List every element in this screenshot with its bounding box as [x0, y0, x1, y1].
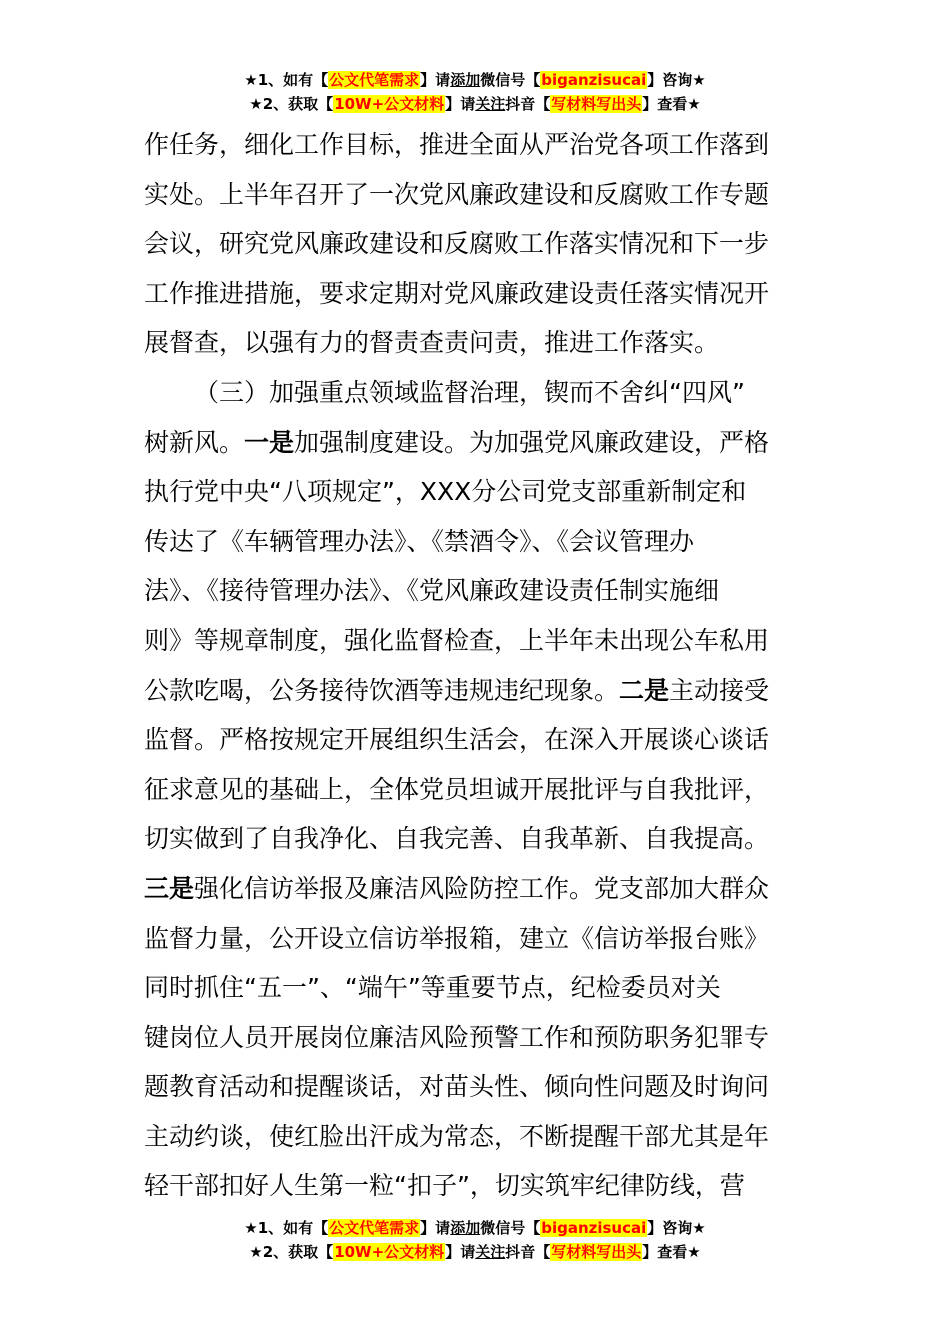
- footer-2-text-c: 抖音【: [505, 1243, 551, 1261]
- body-line: 工作推进措施，要求定期对党风廉政建设责任落实情况开: [144, 278, 770, 308]
- header-1-underline: 添加: [450, 71, 481, 89]
- header-2-highlight-a: 10W+公文材料: [334, 95, 445, 113]
- header-2-text-a: ★2、获取【: [249, 95, 334, 113]
- body-line: [144, 418, 809, 468]
- footer-1-text-b: 】请: [420, 1219, 451, 1237]
- body-line: [144, 666, 809, 716]
- header-1-highlight-b: biganzisucai: [541, 71, 647, 89]
- footer-1-text-a: ★1、如有【: [244, 1219, 329, 1237]
- body-line: 传达了《车辆管理办法》、《禁酒令》、《会议管理办: [144, 526, 695, 556]
- header-1-highlight-a: 公文代笔需求: [329, 71, 420, 89]
- header-banner: [0, 68, 950, 116]
- header-2-text-c: 抖音【: [505, 95, 551, 113]
- bold-marker: 三是: [144, 873, 195, 903]
- footer-1-text-d: 】咨询★: [647, 1219, 706, 1237]
- header-line-1: [0, 68, 950, 92]
- footer-line-1: [0, 1216, 950, 1240]
- header-1-text-c: 微信号【: [480, 71, 541, 89]
- body-line: 监督力量，公开设立信访举报箱，建立《信访举报台账》: [144, 923, 770, 953]
- footer-2-underline: 关注: [475, 1243, 506, 1261]
- body-text-span: 公款吃喝，公务接待饮酒等违规违纪现象。: [144, 675, 620, 705]
- footer-1-text-c: 微信号【: [480, 1219, 541, 1237]
- footer-1-underline: 添加: [450, 1219, 481, 1237]
- body-line: [144, 864, 809, 914]
- footer-2-highlight-b: 写材料写出头: [551, 1243, 642, 1261]
- section-heading: （三）加强重点领域监督治理，锲而不舍纠“四风”: [194, 377, 745, 407]
- header-2-underline: 关注: [475, 95, 506, 113]
- header-1-text-d: 】咨询★: [647, 71, 706, 89]
- header-2-text-b: 】请: [445, 95, 476, 113]
- header-1-text-a: ★1、如有【: [244, 71, 329, 89]
- body-line: 题教育活动和提醒谈话，对苗头性、倾向性问题及时询问: [144, 1072, 770, 1102]
- body-text-span: 树新风。: [144, 427, 245, 457]
- body-line: 展督查，以强有力的督责查责问责，推进工作落实。: [144, 328, 720, 358]
- footer-2-text-d: 】查看★: [642, 1243, 701, 1261]
- body-text-span: 主动接受: [669, 675, 770, 705]
- body-line: 键岗位人员开展岗位廉洁风险预警工作和预防职务犯罪专: [144, 1022, 770, 1052]
- body-line: 法》、《接待管理办法》、《党风廉政建设责任制实施细: [144, 576, 720, 606]
- body-line: 实处。上半年召开了一次党风廉政建设和反腐败工作专题: [144, 179, 770, 209]
- header-1-text-b: 】请: [420, 71, 451, 89]
- body-line: 则》等规章制度，强化监督检查，上半年未出现公车私用: [144, 625, 770, 655]
- bold-marker: 二是: [619, 675, 670, 705]
- body-line: 监督。严格按规定开展组织生活会，在深入开展谈心谈话: [144, 725, 770, 755]
- header-2-highlight-b: 写材料写出头: [551, 95, 642, 113]
- body-line: 切实做到了自我净化、自我完善、自我革新、自我提高。: [144, 824, 770, 854]
- header-line-2: [0, 92, 950, 116]
- footer-banner: [0, 1216, 950, 1264]
- body-line: 执行党中央“八项规定”，XXX分公司党支部重新制定和: [144, 477, 747, 507]
- footer-1-highlight-b: biganzisucai: [541, 1219, 647, 1237]
- footer-line-2: [0, 1240, 950, 1264]
- body-line: 同时抓住“五一”、“端午”等重要节点，纪检委员对关: [144, 973, 721, 1003]
- body-line: 征求意见的基础上，全体党员坦诚开展批评与自我批评，: [144, 774, 770, 804]
- header-2-text-d: 】查看★: [642, 95, 701, 113]
- body-line: 作任务，细化工作目标，推进全面从严治党各项工作落到: [144, 130, 770, 159]
- bold-marker: 一是: [244, 427, 295, 457]
- body-line: 轻干部扣好人生第一粒“扣子”，切实筑牢纪律防线，营: [144, 1171, 745, 1201]
- body-text-span: 加强制度建设。为加强党风廉政建设，严格: [294, 427, 770, 457]
- body-line: 会议，研究党风廉政建设和反腐败工作落实情况和下一步: [144, 229, 770, 259]
- document-body: [144, 120, 809, 1211]
- body-line: 主动约谈，使红脸出汗成为常态，不断提醒干部尤其是年: [144, 1121, 770, 1151]
- footer-2-highlight-a: 10W+公文材料: [334, 1243, 445, 1261]
- footer-2-text-b: 】请: [445, 1243, 476, 1261]
- body-text-span: 强化信访举报及廉洁风险防控工作。党支部加大群众: [194, 873, 770, 903]
- footer-1-highlight-a: 公文代笔需求: [329, 1219, 420, 1237]
- footer-2-text-a: ★2、获取【: [249, 1243, 334, 1261]
